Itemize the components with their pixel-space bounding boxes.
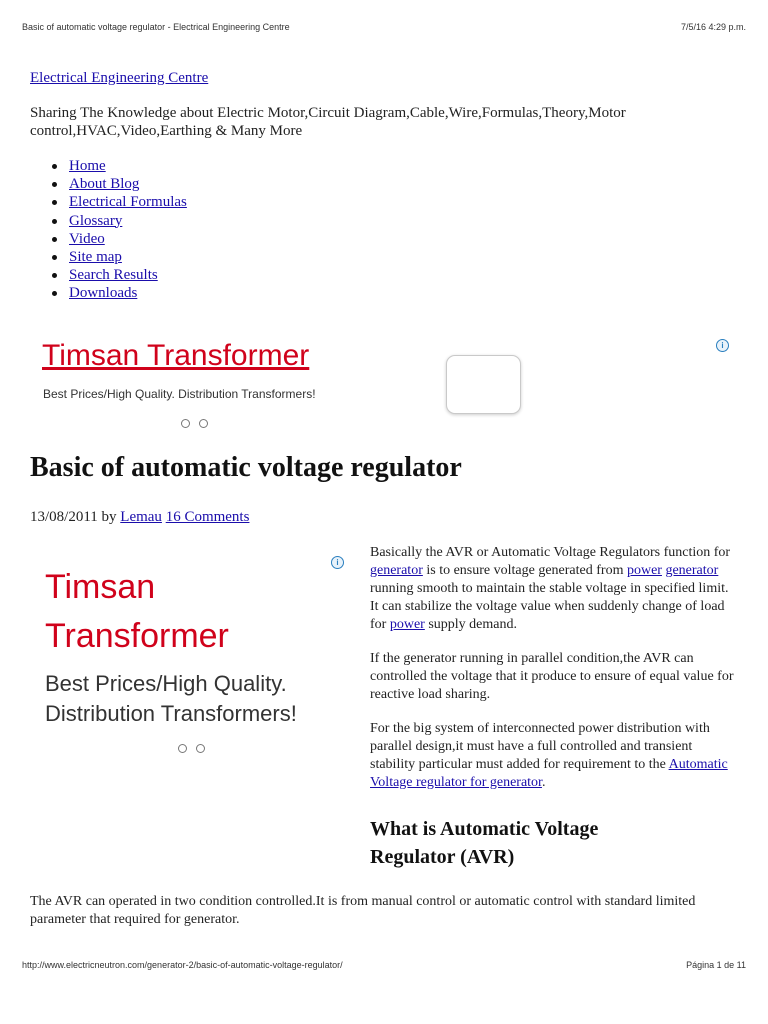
bullet-icon bbox=[52, 200, 57, 205]
ad-banner-description: Best Prices/High Quality. Distribution Transformers! bbox=[43, 387, 316, 401]
ad-info-icon[interactable]: i bbox=[331, 556, 344, 569]
article-author-link[interactable]: Lemau bbox=[120, 509, 162, 525]
paragraph-text: . bbox=[541, 775, 546, 790]
print-header-title: Basic of automatic voltage regulator - Electrical Engineering Centre bbox=[22, 22, 290, 32]
carousel-dot-icon[interactable] bbox=[199, 419, 208, 428]
article-meta bbox=[30, 509, 249, 526]
ad-info-icon[interactable]: i bbox=[716, 339, 729, 352]
nav-item-about-blog bbox=[50, 175, 187, 193]
nav-item-electrical-formulas bbox=[50, 193, 187, 211]
bullet-icon bbox=[52, 182, 57, 187]
article-paragraph-1 bbox=[370, 544, 740, 634]
article-title: Basic of automatic voltage regulator bbox=[30, 452, 462, 483]
bullet-icon bbox=[52, 273, 57, 278]
article-subheading: What is Automatic Voltage Regulator (AVR) bbox=[370, 818, 599, 868]
nav-link-home[interactable]: Home bbox=[69, 158, 106, 174]
nav-item-site-map bbox=[50, 248, 187, 266]
link-generator[interactable]: generator bbox=[370, 563, 423, 578]
ad-inline-title-link[interactable]: Timsan Transformer bbox=[45, 568, 229, 655]
bullet-icon bbox=[52, 219, 57, 224]
ad-inline-description: Best Prices/High Quality. Distribution Transformers! bbox=[45, 671, 297, 726]
ad-inline-carousel-dots bbox=[178, 740, 214, 758]
site-title-link[interactable]: Electrical Engineering Centre bbox=[30, 70, 209, 86]
ad-banner[interactable] bbox=[28, 335, 738, 435]
paragraph-text: For the big system of interconnected power distribution with parallel design,it must have a full controlled and transient stability particular must added for requirement to the bbox=[370, 721, 710, 772]
site-tagline: Sharing The Knowledge about Electric Motor,Circuit Diagram,Cable,Wire,Formulas,Theory,Motor control,HVAC,Video,Earthing & Many More bbox=[30, 105, 626, 139]
carousel-dot-icon[interactable] bbox=[178, 744, 187, 753]
ad-banner-carousel-dots bbox=[181, 415, 217, 433]
main-nav bbox=[50, 157, 187, 303]
link-power[interactable]: power bbox=[626, 563, 662, 578]
print-footer-page: Página 1 de 11 bbox=[686, 960, 746, 970]
nav-link-site-map[interactable]: Site map bbox=[69, 249, 122, 266]
article-by-label: by bbox=[101, 509, 117, 525]
nav-link-about-blog[interactable]: About Blog bbox=[69, 176, 140, 193]
paragraph-text: supply demand. bbox=[424, 617, 517, 632]
link-avr-for-generator[interactable]: Automatic Voltage regulator for generator bbox=[370, 757, 728, 790]
print-footer-url: http://www.electricneutron.com/generator-2/basic-of-automatic-voltage-regulator/ bbox=[22, 960, 343, 970]
article-body-column bbox=[370, 544, 740, 808]
carousel-dot-icon[interactable] bbox=[196, 744, 205, 753]
print-header-datetime: 7/5/16 4:29 p.m. bbox=[680, 22, 746, 32]
bullet-icon bbox=[52, 255, 57, 260]
nav-item-downloads bbox=[50, 284, 187, 302]
nav-link-search-results[interactable]: Search Results bbox=[69, 267, 158, 284]
bullet-icon bbox=[52, 237, 57, 242]
nav-item-search-results bbox=[50, 266, 187, 284]
paragraph-text: Basically the AVR or Automatic Voltage Regulators function for bbox=[370, 545, 731, 560]
article-comments-link[interactable]: 16 Comments bbox=[165, 509, 250, 525]
article-paragraph-3 bbox=[370, 720, 740, 792]
carousel-dot-icon[interactable] bbox=[181, 419, 190, 428]
nav-item-video bbox=[50, 230, 187, 248]
paragraph-text: running smooth to maintain the stable voltage in specified limit. It can stabilize the voltage value when suddenly change of load for bbox=[370, 581, 729, 632]
nav-link-video[interactable]: Video bbox=[69, 230, 105, 247]
bullet-icon bbox=[52, 291, 57, 296]
nav-link-glossary[interactable]: Glossary bbox=[69, 212, 123, 229]
ad-banner-button[interactable] bbox=[446, 355, 521, 414]
nav-link-electrical-formulas[interactable]: Electrical Formulas bbox=[69, 194, 187, 211]
ad-banner-title-link[interactable]: Timsan Transformer bbox=[42, 339, 310, 372]
paragraph-text: is to ensure voltage generated from bbox=[422, 563, 627, 578]
article-paragraph-2: If the generator running in parallel condition,the AVR can controlled the voltage that it produce to ensure of equal value for reactive load sharing. bbox=[370, 651, 734, 702]
nav-link-downloads[interactable]: Downloads bbox=[69, 285, 138, 302]
ad-inline[interactable] bbox=[28, 548, 348, 760]
article-paragraph-4: The AVR can operated in two condition controlled.It is from manual control or automatic control with standard limited parameter that required for generator. bbox=[30, 894, 696, 927]
link-generator[interactable]: generator bbox=[665, 563, 719, 578]
link-power[interactable]: power bbox=[389, 617, 425, 632]
article-date: 13/08/2011 bbox=[30, 509, 98, 525]
nav-item-home bbox=[50, 157, 187, 175]
bullet-icon bbox=[52, 164, 57, 169]
nav-item-glossary bbox=[50, 212, 187, 230]
